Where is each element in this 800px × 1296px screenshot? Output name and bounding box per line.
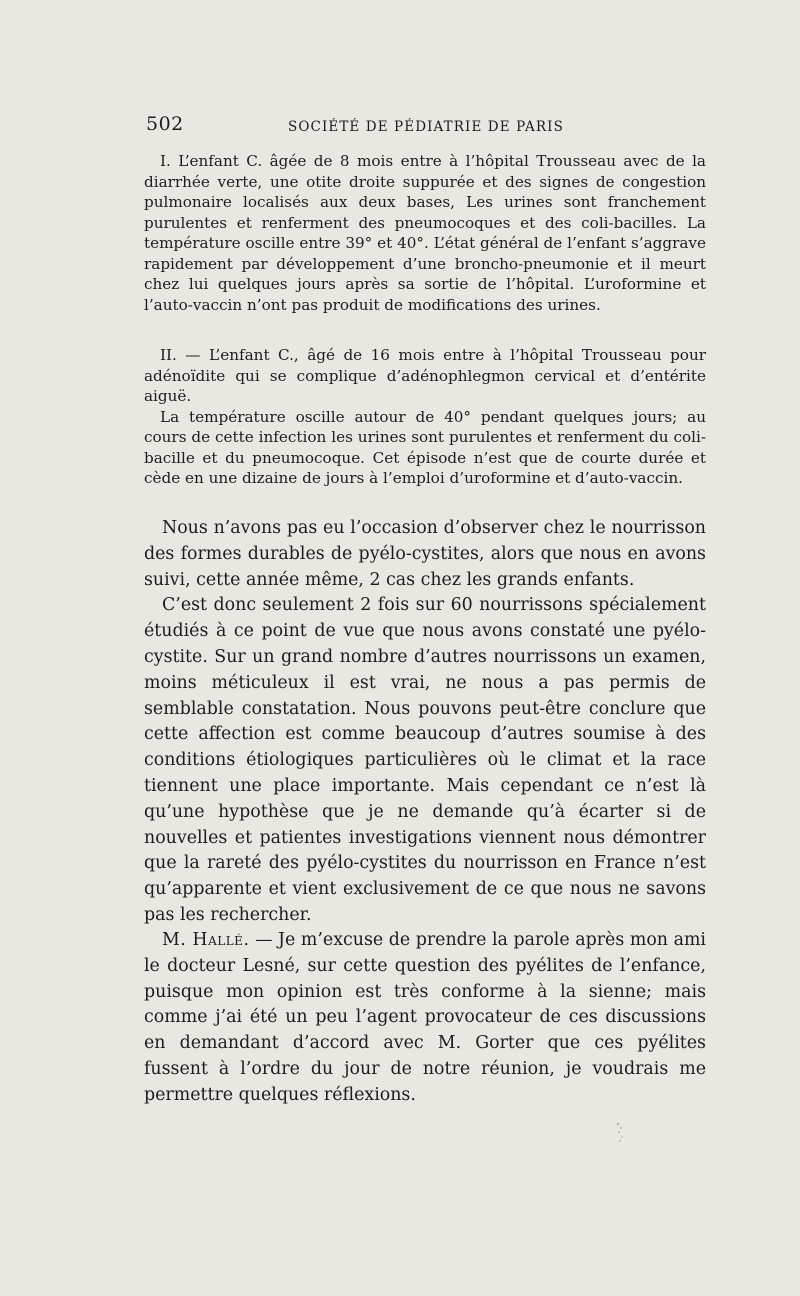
main-paragraph-2: C’est donc seulement 2 fois sur 60 nourrissons spécialement étudiés à ce point de vue que nous avons constaté une pyélo-cystite. Sur un grand nombre d’autres nourrissons un examen, moins méticuleux il est vrai, ne nous a pas permis de semblable constatation. Nous pouvons peut-être conclure que cette affection est comme beaucoup d’autres soumise à des conditions étiologiques particulières où le climat et la race tiennent une place importante. Mais cependant ce n’est là qu’une hypothèse que je ne demande qu’à écarter si de nouvelles et patientes investigations viennent nous démontrer que la rareté des pyélo-cystites du nourrisson en France n’est qu’apparente et vient exclusivement de ce que nous ne savons pas les rechercher. <box>144 595 706 925</box>
main-text <box>144 516 706 929</box>
observation-2-paragraph-1: II. — L’enfant C., âgé de 16 mois entre à l’hôpital Trousseau pour adénoïdite qui se complique d’adénophlegmon cervical et d’entérite aiguë. <box>144 346 706 405</box>
observation-1 <box>144 151 706 315</box>
observation-2-paragraph-2: La température oscille autour de 40° pendant quelques jours; au cours de cette infection les urines sont purulentes et renferment du coli-bacille et du pneumocoque. Cet épisode n’est que de courte durée et cède en une dizaine de jours à l’emploi d’uroformine et d’auto-vaccin. <box>144 407 706 487</box>
ink-specks-decoration <box>610 1118 630 1148</box>
discussion-paragraph <box>144 928 706 1109</box>
running-title: SOCIÉTÉ DE PÉDIATRIE DE PARIS <box>288 119 564 135</box>
speaker-name: M. Hallé. <box>162 930 250 950</box>
observation-2 <box>144 345 706 489</box>
discussion <box>144 928 706 1109</box>
main-paragraph-1: Nous n’avons pas eu l’occasion d’observer chez le nourrisson des formes durables de pyélo-cystites, alors que nous en avons suivi, cette année même, 2 cas chez les grands enfants. <box>144 518 706 590</box>
observation-1-paragraph: I. L’enfant C. âgée de 8 mois entre à l’hôpital Trousseau avec de la diarrhée verte, une otite droite suppurée et des signes de congestion pulmonaire localisés aux deux bases, Les urines sont franchement purulentes et renferment des pneumocoques et des coli-bacilles. La température oscille entre 39° et 40°. L’état général de l’enfant s’aggrave rapidement par développement d’une broncho-pneumonie et il meurt chez lui quelques jours après sa sortie de l’hôpital. L’uroformine et l’auto-vaccin n’ont pas produit de modifications des urines. <box>144 152 706 314</box>
page-number: 502 <box>146 113 184 135</box>
discussion-text: — Je m’excuse de prendre la parole après mon ami le docteur Lesné, sur cette question des pyélites de l’enfance, puisque mon opinion est très conforme à la sienne; mais comme j’ai été un peu l’agent provocateur de ces discussions en demandant d’accord avec M. Gorter que ces pyélites fussent à l’ordre du jour de notre réunion, je voudrais me permettre quelques réflexions. <box>144 930 706 1105</box>
